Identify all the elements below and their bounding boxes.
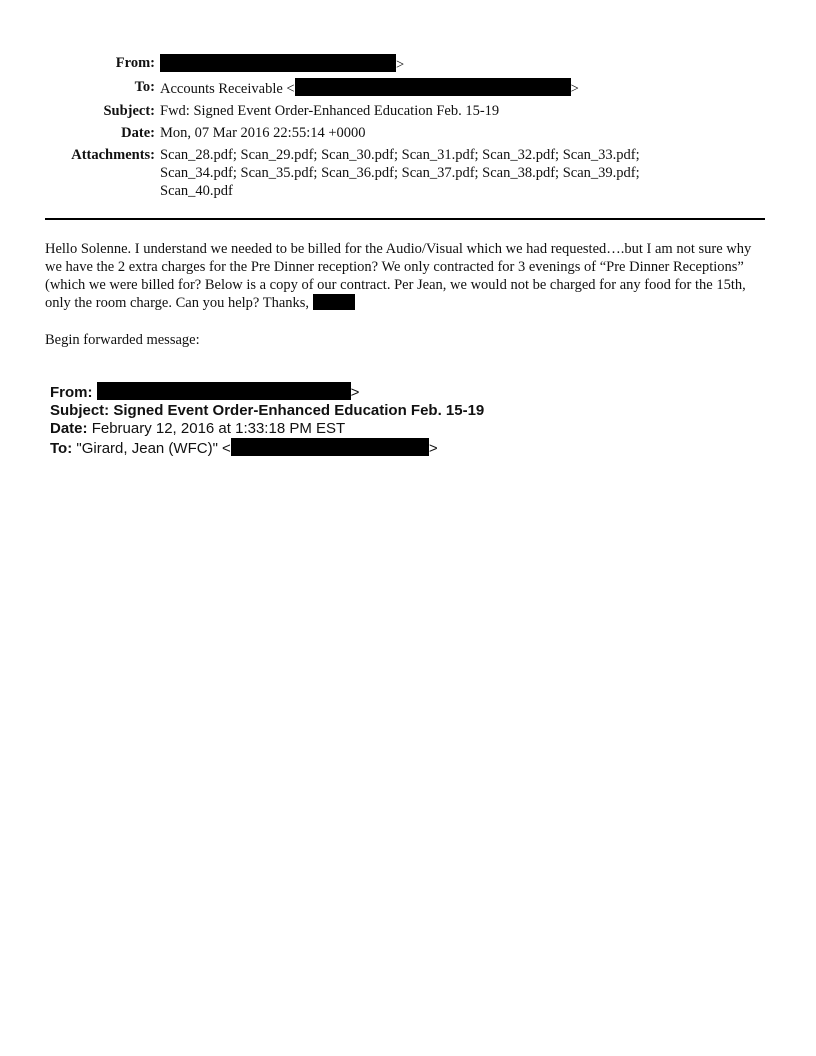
forwarded-to-suffix: > <box>428 440 438 457</box>
to-value: Accounts Receivable < <box>160 81 295 97</box>
forwarded-date-label: Date: <box>50 420 88 437</box>
to-label: To: <box>134 79 155 95</box>
forwarded-date-value: February 12, 2016 at 1:33:18 PM EST <box>91 420 346 437</box>
header-subject-row <box>0 102 816 120</box>
date-label: Date: <box>121 125 155 141</box>
forward-intro: Begin forwarded message: <box>45 332 200 348</box>
message-body <box>45 240 770 312</box>
forwarded-subject-label: Subject: <box>50 402 110 419</box>
redacted-signature <box>313 294 355 310</box>
header-from-row <box>0 54 816 74</box>
header-to-row <box>0 78 816 98</box>
forwarded-from-label: From: <box>50 384 93 401</box>
attachments-list <box>160 146 700 200</box>
redacted-from-address <box>160 54 396 72</box>
subject-label: Subject: <box>103 103 155 119</box>
forwarded-to-label: To: <box>50 440 73 457</box>
header-attachments-row <box>0 146 816 200</box>
forwarded-from-row <box>50 382 750 402</box>
forwarded-subject-row <box>50 402 750 420</box>
attachments-label: Attachments: <box>71 147 155 163</box>
forwarded-header <box>50 382 750 458</box>
date-value: Mon, 07 Mar 2016 22:55:14 +0000 <box>160 125 366 141</box>
forwarded-date-row <box>50 420 750 438</box>
email-header <box>0 54 816 204</box>
attachments-line[interactable]: Scan_34.pdf; Scan_35.pdf; Scan_36.pdf; Scan_37.pdf; Scan_38.pdf; Scan_39.pdf; <box>160 165 640 181</box>
attachments-line[interactable]: Scan_40.pdf <box>160 183 233 199</box>
subject-value: Fwd: Signed Event Order-Enhanced Education Feb. 15-19 <box>160 103 500 119</box>
to-suffix: > <box>570 81 579 97</box>
redacted-forwarded-from <box>97 382 351 400</box>
redacted-to-address <box>295 78 571 96</box>
header-divider <box>45 218 765 220</box>
forwarded-to-value: "Girard, Jean (WFC)" < <box>76 440 231 457</box>
from-label: From: <box>115 55 155 71</box>
from-suffix: > <box>396 57 405 73</box>
message-paragraph: Hello Solenne. I understand we needed to be billed for the Audio/Visual which we had requested….but I am not sure why we have the 2 extra charges for the Pre Dinner reception? We only contracted for 3 evenings of “Pre Dinner Receptions” (which we were billed for? Below is a copy of our contract. Per Jean, we would not be charged for any food for the 15th, only the room charge. Can you help? Thanks, <box>45 241 752 311</box>
forwarded-subject-value: Signed Event Order-Enhanced Education Feb. 15-19 <box>113 402 485 419</box>
redacted-forwarded-to <box>231 438 429 456</box>
header-date-row <box>0 124 816 142</box>
forwarded-to-row <box>50 438 750 458</box>
attachments-line[interactable]: Scan_28.pdf; Scan_29.pdf; Scan_30.pdf; Scan_31.pdf; Scan_32.pdf; Scan_33.pdf; <box>160 147 640 163</box>
forwarded-from-suffix: > <box>350 384 360 401</box>
